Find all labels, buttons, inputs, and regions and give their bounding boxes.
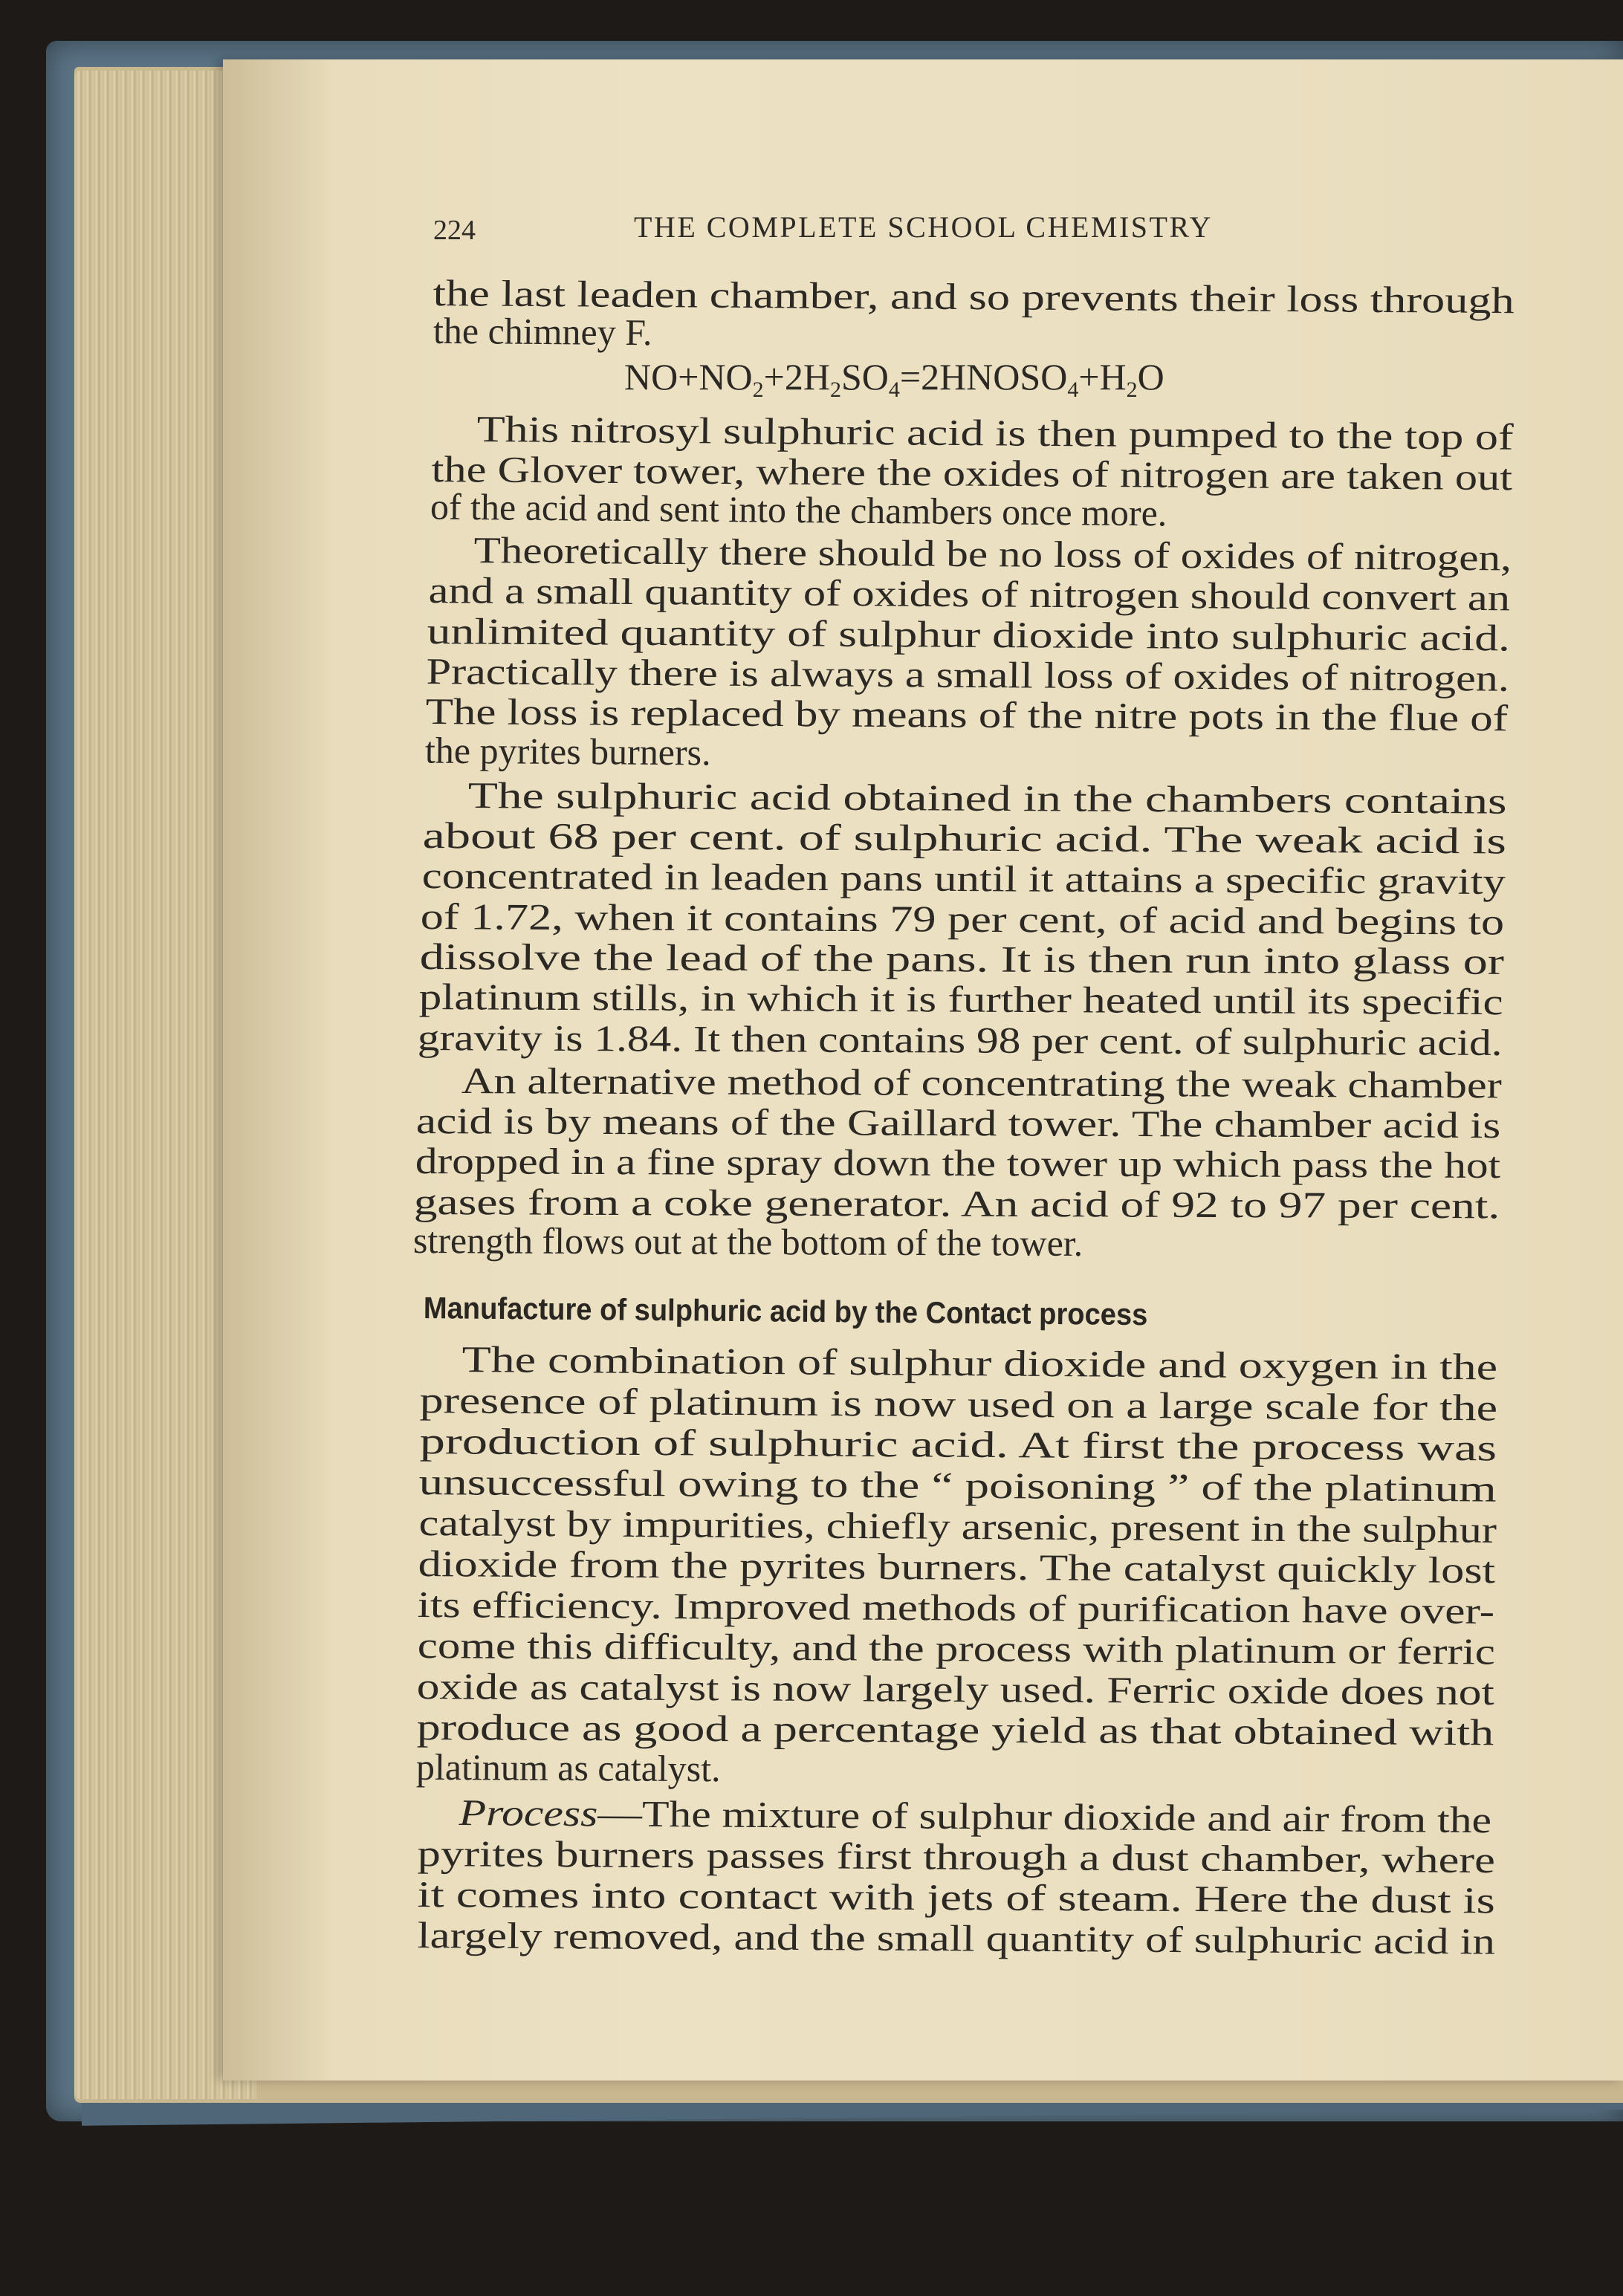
running-head: [433, 210, 1548, 254]
equation-subscript: 2: [752, 377, 764, 402]
text-line: unlimited quantity of sulphur dioxide into sulphuric acid.: [427, 609, 1511, 658]
running-title: THE COMPLETE SCHOOL CHEMISTRY: [634, 210, 1213, 244]
text-line: come this difficulty, and the process with platinum or ferric: [417, 1624, 1496, 1673]
page-number: 224: [433, 215, 476, 246]
text-line: the pyrites burners.: [424, 729, 711, 774]
equation-subscript: 4: [1067, 377, 1079, 402]
text-line: gases from a coke generator. An acid of 92 to 97 per cent.: [413, 1180, 1500, 1227]
text-line: of 1.72, when it contains 79 per cent, of acid and begins to: [420, 895, 1505, 943]
equation-term: +: [678, 356, 699, 398]
text-line: the last leaden chamber, and so prevents their loss through: [433, 271, 1515, 322]
equation-subscript: 2: [1126, 377, 1138, 402]
text-line: and a small quantity of oxides of nitrogen should convert an: [428, 569, 1511, 619]
equation-term: +: [1078, 356, 1100, 398]
equation-term: O: [1137, 356, 1164, 398]
equation-term: NO: [699, 356, 753, 398]
process-label: Process: [459, 1791, 598, 1835]
text-line: dissolve the lead of the pans. It is then run into glass or: [419, 935, 1505, 982]
text-line: the chimney F.: [433, 309, 652, 354]
text-line: of the acid and sent into the chambers once more.: [430, 485, 1167, 534]
text-line: platinum as catalyst.: [415, 1745, 721, 1790]
text-line: its efficiency. Improved methods of purification have over-: [417, 1583, 1495, 1632]
text-line: oxide as catalyst is now largely used. Ferric oxide does not: [416, 1665, 1494, 1713]
text-line: unsuccessful owing to the “ poisoning ” of the platinum: [418, 1461, 1497, 1510]
text-line: concentrated in leaden pans until it attains a specific gravity: [421, 854, 1506, 903]
text-line: The loss is replaced by means of the nitre pots in the flue of: [425, 690, 1509, 739]
text-line: it comes into contact with jets of steam. Here the dust is: [417, 1873, 1496, 1922]
text-line: An alternative method of concentrating the weak chamber: [461, 1059, 1502, 1106]
equation-subscript: 4: [888, 377, 900, 402]
text-line: pyrites burners passes first through a dust chamber, where: [417, 1832, 1496, 1881]
text-line: presence of platinum is now used on a large scale for the: [419, 1379, 1498, 1429]
text-line: acid is by means of the Gaillard tower. The chamber acid is: [415, 1100, 1501, 1147]
text-line: dioxide from the pyrites burners. The catalyst quickly lost: [418, 1543, 1496, 1592]
text-line: The sulphuric acid obtained in the chambers contains: [467, 774, 1507, 822]
text-line: produce as good a percentage yield as that obtained with: [416, 1706, 1494, 1754]
text-line: platinum stills, in which it is further heated until its specific: [418, 976, 1503, 1023]
process-first-line-text: —The mixture of sulphur dioxide and air from the: [597, 1792, 1492, 1841]
text-line: about 68 per cent. of sulphuric acid. The weak acid is: [422, 814, 1507, 862]
text-line: catalyst by impurities, chiefly arsenic, present in the sulphur: [418, 1502, 1497, 1551]
text-line: dropped in a fine spray down the tower up which pass the hot: [415, 1140, 1501, 1187]
text-line: production of sulphuric acid. At first the process was: [419, 1420, 1497, 1469]
chemical-equation: [624, 355, 1164, 403]
text-line: Practically there is always a small loss of oxides of nitrogen.: [426, 649, 1510, 699]
equation-term: =2HNOSO: [899, 356, 1068, 398]
text-line: the Glover tower, where the oxides of nitrogen are taken out: [431, 448, 1513, 499]
text-line: Theoretically there should be no loss of oxides of nitrogen,: [473, 528, 1512, 579]
text-line: strength flows out at the bottom of the tower.: [412, 1219, 1083, 1264]
equation-term: NO: [624, 356, 678, 398]
text-line: largely removed, and the small quantity of sulphuric acid in: [417, 1914, 1496, 1962]
equation-subscript: 2: [829, 377, 841, 402]
text-line: This nitrosyl sulphuric acid is then pumped to the top of: [476, 407, 1515, 458]
text-line: gravity is 1.84. It then contains 98 per cent. of sulphuric acid.: [417, 1016, 1503, 1063]
equation-term: SO: [840, 356, 889, 398]
text-line: The combination of sulphur dioxide and oxygen in the: [461, 1338, 1498, 1388]
section-heading: Manufacture of sulphuric acid by the Contact process: [423, 1291, 1148, 1332]
equation-term: +2H: [763, 356, 830, 398]
equation-term: H: [1099, 356, 1127, 398]
